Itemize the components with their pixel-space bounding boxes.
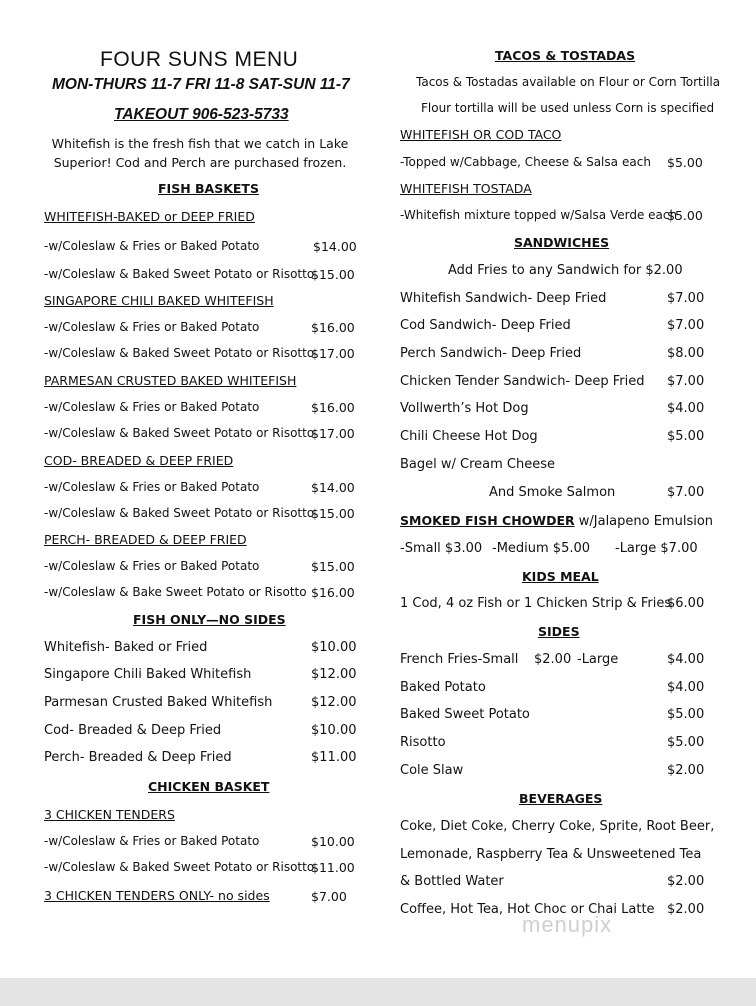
basket-group-name: PARMESAN CRUSTED BAKED WHITEFISH <box>44 373 297 388</box>
sandwiches-note: Add Fries to any Sandwich for $2.00 <box>448 263 683 278</box>
beverage-line: Lemonade, Raspberry Tea & Unsweetened Tea <box>400 847 702 862</box>
menu-item-price: $12.00 <box>311 695 357 710</box>
basket-group-name: PERCH- BREADED & DEEP FRIED <box>44 532 247 547</box>
menu-item: Chili Cheese Hot Dog <box>400 429 538 444</box>
menu-item-price: $5.00 <box>667 429 705 444</box>
kids-price: $6.00 <box>667 596 705 611</box>
beverage-price: $2.00 <box>667 902 705 917</box>
bagel-item-continued: And Smoke Salmon <box>489 485 616 500</box>
side-item-price: $5.00 <box>667 735 705 750</box>
taco-description: -Topped w/Cabbage, Cheese & Salsa <box>400 155 618 169</box>
side-item: Baked Sweet Potato <box>400 707 530 722</box>
chowder-title <box>400 513 713 529</box>
chowder-large: -Large $7.00 <box>615 541 698 556</box>
basket-option: -w/Coleslaw & Fries or Baked Potato <box>44 480 260 494</box>
menupix-watermark: menupix <box>522 912 613 937</box>
basket-option: -w/Coleslaw & Fries or Baked Potato <box>44 559 260 573</box>
basket-option: -w/Coleslaw & Baked Sweet Potato or Risotto <box>44 506 315 520</box>
tacos-note: Flour tortilla will be used unless Corn is specified <box>421 101 715 115</box>
basket-group-name: COD- BREADED & DEEP FRIED <box>44 453 234 468</box>
menu-item-price: $10.00 <box>311 723 357 738</box>
chicken-option: -w/Coleslaw & Fries or Baked Potato <box>44 834 260 848</box>
tacos-note: Tacos & Tostadas available on Flour or Corn Tortilla <box>416 75 721 89</box>
side-item-price: $5.00 <box>667 707 705 722</box>
fries-item: French Fries-Small <box>400 652 519 667</box>
basket-option: -w/Coleslaw & Fries or Baked Potato <box>44 239 260 253</box>
basket-option-price: $17.00 <box>311 426 355 441</box>
chicken-option: -w/Coleslaw & Baked Sweet Potato or Risotto <box>44 860 315 874</box>
taco-name: WHITEFISH OR COD TACO <box>400 127 562 142</box>
bagel-item: Bagel w/ Cream Cheese <box>400 457 556 472</box>
beverage-line: Coke, Diet Coke, Cherry Coke, Sprite, Root Beer, <box>400 819 715 834</box>
basket-option-price: $16.00 <box>311 320 355 335</box>
chowder-suffix: w/Jalapeno Emulsion <box>574 514 714 529</box>
menu-item-price: $7.00 <box>667 374 705 389</box>
beverages-heading: BEVERAGES <box>519 791 603 806</box>
menu-item-price: $7.00 <box>667 318 705 333</box>
bagel-price: $7.00 <box>667 485 705 500</box>
fries-large-label: -Large <box>577 652 619 667</box>
side-item-price: $2.00 <box>667 763 705 778</box>
side-item: Baked Potato <box>400 680 486 695</box>
takeout-phone: TAKEOUT 906-523-5733 <box>114 106 289 123</box>
basket-option-price: $16.00 <box>311 585 355 600</box>
basket-option: -w/Coleslaw & Baked Sweet Potato or Risotto <box>44 346 315 360</box>
basket-group-name: SINGAPORE CHILI BAKED WHITEFISH <box>44 293 274 308</box>
menu-item: Perch- Breaded & Deep Fried <box>44 750 232 765</box>
basket-option: -w/Coleslaw & Bake Sweet Potato or Risotto <box>44 585 307 599</box>
basket-option-price: $14.00 <box>311 480 355 495</box>
taco-price: $5.00 <box>667 155 703 170</box>
menu-item: Chicken Tender Sandwich- Deep Fried <box>400 374 645 389</box>
menu-item-price: $7.00 <box>667 291 705 306</box>
beverage-price: $2.00 <box>667 874 705 889</box>
menu-item: Parmesan Crusted Baked Whitefish <box>44 695 273 710</box>
bottom-bar <box>0 978 756 1006</box>
basket-option-price: $17.00 <box>311 346 355 361</box>
beverage-line: Coffee, Hot Tea, Hot Choc or Chai Latte <box>400 902 655 917</box>
fish-only-heading: FISH ONLY—NO SIDES <box>133 612 286 627</box>
basket-group-name: WHITEFISH-BAKED or DEEP FRIED <box>44 209 255 224</box>
taco-each: each <box>622 155 651 169</box>
menu-item: Vollwerth’s Hot Dog <box>400 401 529 416</box>
menu-item-price: $8.00 <box>667 346 705 361</box>
intro-text: Whitefish is the fresh fish that we catch in Lake Superior! Cod and Perch are purchased frozen. <box>51 136 349 170</box>
basket-option-price: $15.00 <box>311 506 355 521</box>
menu-item-price: $4.00 <box>667 401 705 416</box>
tacos-heading: TACOS & TOSTADAS <box>495 48 636 63</box>
menu-item-price: $10.00 <box>311 640 357 655</box>
chowder-medium: -Medium $5.00 <box>492 541 591 556</box>
chowder-name: SMOKED FISH CHOWDER <box>400 513 575 528</box>
tostada-name: WHITEFISH TOSTADA <box>400 181 532 196</box>
tostada-price: $5.00 <box>667 208 703 223</box>
chicken-basket-heading: CHICKEN BASKET <box>148 779 270 794</box>
chicken-only-price: $7.00 <box>311 889 347 904</box>
chicken-only-label: 3 CHICKEN TENDERS ONLY- no sides <box>44 888 270 903</box>
basket-option-price: $15.00 <box>311 559 355 574</box>
basket-option: -w/Coleslaw & Baked Sweet Potato or Risotto <box>44 426 315 440</box>
side-item: Cole Slaw <box>400 763 464 778</box>
chicken-group-name: 3 CHICKEN TENDERS <box>44 807 175 822</box>
side-item: Risotto <box>400 735 446 750</box>
basket-option-price: $16.00 <box>311 400 355 415</box>
tostada-description: -Whitefish mixture topped w/Salsa Verde each <box>400 208 678 222</box>
basket-option: -w/Coleslaw & Baked Sweet Potato or Risotto <box>44 267 315 281</box>
menu-item-price: $12.00 <box>311 667 357 682</box>
side-item-price: $4.00 <box>667 680 705 695</box>
basket-option: -w/Coleslaw & Fries or Baked Potato <box>44 320 260 334</box>
basket-option: -w/Coleslaw & Fries or Baked Potato <box>44 400 260 414</box>
opening-hours: MON-THURS 11-7 FRI 11-8 SAT-SUN 11-7 <box>52 76 350 93</box>
menu-item: Whitefish Sandwich- Deep Fried <box>400 291 607 306</box>
fries-small-price: $2.00 <box>534 652 572 667</box>
kids-heading: KIDS MEAL <box>522 569 599 584</box>
menu-item-price: $11.00 <box>311 750 357 765</box>
sandwiches-heading: SANDWICHES <box>514 235 610 250</box>
basket-option-price: $14.00 <box>313 239 357 254</box>
menu-title: FOUR SUNS MENU <box>100 48 299 71</box>
chicken-option-price: $10.00 <box>311 834 355 849</box>
menu-item: Perch Sandwich- Deep Fried <box>400 346 582 361</box>
menu-item: Singapore Chili Baked Whitefish <box>44 667 252 682</box>
menu-item: Cod- Breaded & Deep Fried <box>44 723 222 738</box>
menu-item: Whitefish- Baked or Fried <box>44 640 208 655</box>
chowder-small: -Small $3.00 <box>400 541 483 556</box>
fries-large-price: $4.00 <box>667 652 705 667</box>
kids-item: 1 Cod, 4 oz Fish or 1 Chicken Strip & Fries <box>400 596 672 611</box>
menu-item: Cod Sandwich- Deep Fried <box>400 318 571 333</box>
beverage-line: & Bottled Water <box>400 874 504 889</box>
sides-heading: SIDES <box>538 624 580 639</box>
chicken-option-price: $11.00 <box>311 860 355 875</box>
basket-option-price: $15.00 <box>311 267 355 282</box>
fish-baskets-heading: FISH BASKETS <box>158 181 259 196</box>
